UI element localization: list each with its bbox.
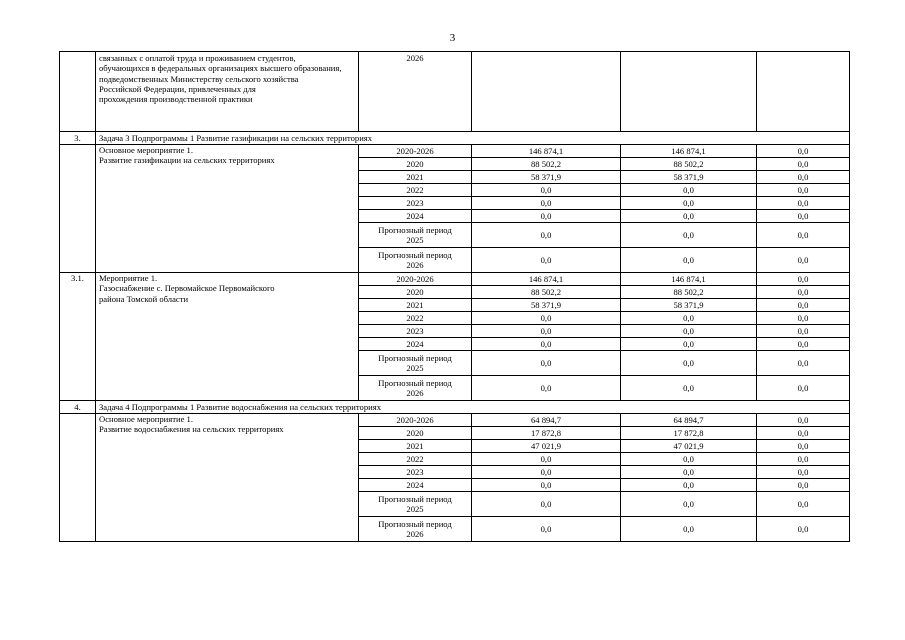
description-line: подведомственных Министерству сельского хозяйства bbox=[99, 73, 299, 84]
year-line: Прогнозный период bbox=[378, 493, 452, 504]
year-cell bbox=[359, 299, 472, 312]
year-line: 2023 bbox=[406, 466, 424, 477]
year-cell bbox=[359, 197, 472, 210]
value-cell: 0,0 bbox=[757, 312, 850, 325]
value-cell: 0,0 bbox=[757, 479, 850, 492]
value-cell: 0,0 bbox=[621, 351, 757, 376]
value-cell: 0,0 bbox=[757, 492, 850, 517]
value-cell: 0,0 bbox=[757, 376, 850, 401]
value-cell: 64 894,7 bbox=[621, 414, 757, 427]
description-line: Газоснабжение с. Первомайское Первомайского bbox=[99, 283, 275, 294]
year-line: 2024 bbox=[406, 479, 424, 490]
table-row bbox=[60, 414, 850, 427]
value-cell: 0,0 bbox=[621, 517, 757, 542]
value-cell: 64 894,7 bbox=[472, 414, 621, 427]
value-cell: 0,0 bbox=[757, 171, 850, 184]
value-cell: 0,0 bbox=[757, 299, 850, 312]
year-line: 2025 bbox=[406, 235, 424, 245]
value-cell bbox=[757, 52, 850, 132]
value-cell: 0,0 bbox=[621, 453, 757, 466]
year-line: 2022 bbox=[406, 312, 424, 323]
year-line: 2026 bbox=[406, 529, 424, 539]
description-line: Основное мероприятие 1. bbox=[99, 414, 193, 424]
description-line: Основное мероприятие 1. bbox=[99, 145, 193, 155]
year-line: 2020-2026 bbox=[396, 414, 434, 425]
year-cell bbox=[359, 223, 472, 248]
value-cell: 0,0 bbox=[757, 223, 850, 248]
year-line: 2021 bbox=[406, 299, 424, 310]
year-cell bbox=[359, 479, 472, 492]
task-number: 4. bbox=[60, 401, 96, 414]
row-number-cell bbox=[60, 414, 96, 542]
table-body bbox=[60, 52, 850, 542]
year-line: 2020 bbox=[406, 286, 424, 297]
value-cell: 0,0 bbox=[621, 492, 757, 517]
value-cell: 0,0 bbox=[757, 351, 850, 376]
value-cell: 0,0 bbox=[757, 440, 850, 453]
year-line: Прогнозный период bbox=[378, 249, 452, 260]
year-line: 2021 bbox=[406, 171, 424, 182]
task-title: Задача 3 Подпрограммы 1 Развитие газификации на сельских территориях bbox=[96, 132, 850, 145]
year-cell bbox=[359, 427, 472, 440]
value-cell: 0,0 bbox=[621, 197, 757, 210]
value-cell: 0,0 bbox=[472, 312, 621, 325]
year-cell: 2026 bbox=[359, 52, 472, 132]
value-cell: 0,0 bbox=[472, 376, 621, 401]
value-cell: 0,0 bbox=[621, 479, 757, 492]
value-cell: 0,0 bbox=[757, 286, 850, 299]
year-cell bbox=[359, 338, 472, 351]
value-cell: 0,0 bbox=[472, 517, 621, 542]
value-cell: 0,0 bbox=[757, 273, 850, 286]
value-cell: 0,0 bbox=[472, 210, 621, 223]
value-cell: 0,0 bbox=[757, 197, 850, 210]
year-cell bbox=[359, 414, 472, 427]
value-cell: 0,0 bbox=[621, 210, 757, 223]
activity-description bbox=[96, 145, 359, 273]
year-line: 2025 bbox=[406, 363, 424, 373]
value-cell: 0,0 bbox=[472, 184, 621, 197]
year-line: Прогнозный период bbox=[378, 352, 452, 363]
value-cell: 58 371,9 bbox=[621, 299, 757, 312]
year-line: 2023 bbox=[406, 325, 424, 336]
description-line: Российской Федерации, привлеченных для bbox=[99, 83, 256, 94]
year-line: 2020 bbox=[406, 427, 424, 438]
year-cell bbox=[359, 145, 472, 158]
description-line: обучающихся в федеральных организациях высшего образования, bbox=[99, 63, 342, 74]
value-cell: 0,0 bbox=[757, 325, 850, 338]
year-cell bbox=[359, 248, 472, 273]
value-cell: 0,0 bbox=[757, 517, 850, 542]
value-cell bbox=[472, 52, 621, 132]
year-line: 2026 bbox=[406, 260, 424, 270]
value-cell: 0,0 bbox=[472, 338, 621, 351]
year-cell bbox=[359, 325, 472, 338]
year-line: Прогнозный период bbox=[378, 518, 452, 529]
description-line: Развитие водоснабжения на сельских территориях bbox=[99, 424, 284, 435]
continuation-row bbox=[60, 52, 850, 132]
description-line: связанных с оплатой труда и проживанием студентов, bbox=[99, 53, 296, 63]
year-cell bbox=[359, 184, 472, 197]
value-cell: 0,0 bbox=[621, 338, 757, 351]
row-number-cell: 3.1. bbox=[60, 273, 96, 401]
value-cell: 0,0 bbox=[757, 338, 850, 351]
description-line: Развитие газификации на сельских территориях bbox=[99, 155, 275, 166]
value-cell: 88 502,2 bbox=[472, 286, 621, 299]
value-cell: 0,0 bbox=[757, 210, 850, 223]
value-cell: 58 371,9 bbox=[472, 171, 621, 184]
year-cell bbox=[359, 517, 472, 542]
value-cell: 146 874,1 bbox=[472, 145, 621, 158]
value-cell: 58 371,9 bbox=[472, 299, 621, 312]
year-cell bbox=[359, 466, 472, 479]
value-cell: 0,0 bbox=[472, 351, 621, 376]
year-line: 2022 bbox=[406, 184, 424, 195]
value-cell: 88 502,2 bbox=[472, 158, 621, 171]
value-cell: 0,0 bbox=[757, 145, 850, 158]
value-cell: 0,0 bbox=[472, 479, 621, 492]
description-line: прохождения производственной практики bbox=[99, 94, 253, 105]
value-cell: 146 874,1 bbox=[621, 273, 757, 286]
year-line: 2022 bbox=[406, 453, 424, 464]
value-cell: 0,0 bbox=[757, 158, 850, 171]
value-cell: 0,0 bbox=[472, 466, 621, 479]
value-cell: 0,0 bbox=[472, 223, 621, 248]
activity-description bbox=[96, 414, 359, 542]
row-number-cell bbox=[60, 52, 96, 132]
value-cell: 0,0 bbox=[621, 376, 757, 401]
year-cell bbox=[359, 351, 472, 376]
year-cell bbox=[359, 453, 472, 466]
value-cell: 88 502,2 bbox=[621, 286, 757, 299]
year-cell bbox=[359, 312, 472, 325]
value-cell: 0,0 bbox=[757, 466, 850, 479]
value-cell: 0,0 bbox=[757, 453, 850, 466]
table-row bbox=[60, 273, 850, 286]
value-cell: 0,0 bbox=[621, 312, 757, 325]
value-cell: 0,0 bbox=[472, 248, 621, 273]
activity-description bbox=[96, 273, 359, 401]
year-line: 2026 bbox=[406, 388, 424, 398]
year-line: 2023 bbox=[406, 197, 424, 208]
page-number: 3 bbox=[449, 32, 456, 44]
task-header-row bbox=[60, 132, 850, 145]
value-cell: 0,0 bbox=[472, 492, 621, 517]
value-cell: 0,0 bbox=[757, 248, 850, 273]
value-cell: 0,0 bbox=[472, 453, 621, 466]
year-line: 2025 bbox=[406, 504, 424, 514]
value-cell: 58 371,9 bbox=[621, 171, 757, 184]
row-number-cell bbox=[60, 145, 96, 273]
year-line: 2024 bbox=[406, 210, 424, 221]
value-cell: 0,0 bbox=[621, 248, 757, 273]
year-cell bbox=[359, 440, 472, 453]
year-cell bbox=[359, 286, 472, 299]
year-line: 2024 bbox=[406, 338, 424, 349]
value-cell: 17 872,8 bbox=[621, 427, 757, 440]
value-cell: 0,0 bbox=[621, 223, 757, 248]
year-cell bbox=[359, 171, 472, 184]
year-cell bbox=[359, 492, 472, 517]
value-cell: 0,0 bbox=[757, 184, 850, 197]
task-number: 3. bbox=[60, 132, 96, 145]
year-cell bbox=[359, 158, 472, 171]
description-line: Мероприятие 1. bbox=[99, 273, 158, 283]
value-cell: 146 874,1 bbox=[472, 273, 621, 286]
year-cell bbox=[359, 273, 472, 286]
continuation-description bbox=[96, 52, 359, 132]
value-cell: 17 872,8 bbox=[472, 427, 621, 440]
value-cell: 88 502,2 bbox=[621, 158, 757, 171]
value-cell bbox=[621, 52, 757, 132]
task-header-row bbox=[60, 401, 850, 414]
value-cell: 0,0 bbox=[757, 427, 850, 440]
value-cell: 146 874,1 bbox=[621, 145, 757, 158]
value-cell: 0,0 bbox=[472, 325, 621, 338]
value-cell: 47 021,9 bbox=[621, 440, 757, 453]
description-line: района Томской области bbox=[99, 293, 189, 304]
task-title: Задача 4 Подпрограммы 1 Развитие водоснабжения на сельских территориях bbox=[96, 401, 850, 414]
value-cell: 47 021,9 bbox=[472, 440, 621, 453]
year-line: Прогнозный период bbox=[378, 377, 452, 388]
year-cell bbox=[359, 210, 472, 223]
budget-table bbox=[59, 51, 850, 542]
value-cell: 0,0 bbox=[621, 184, 757, 197]
year-line: 2021 bbox=[406, 440, 424, 451]
year-line: 2020-2026 bbox=[396, 145, 434, 156]
year-line: Прогнозный период bbox=[378, 224, 452, 235]
value-cell: 0,0 bbox=[472, 197, 621, 210]
year-line: 2020-2026 bbox=[396, 273, 434, 284]
table-row bbox=[60, 145, 850, 158]
value-cell: 0,0 bbox=[621, 325, 757, 338]
value-cell: 0,0 bbox=[757, 414, 850, 427]
year-cell bbox=[359, 376, 472, 401]
year-line: 2020 bbox=[406, 158, 424, 169]
value-cell: 0,0 bbox=[621, 466, 757, 479]
